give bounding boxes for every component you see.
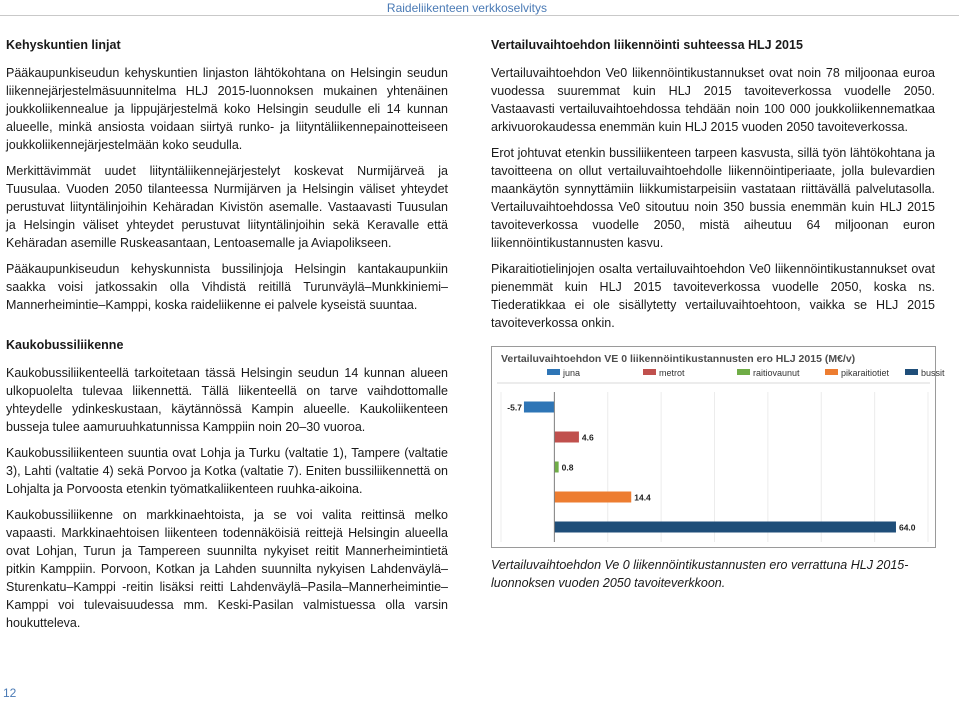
section-title-kaukobussiliikenne: Kaukobussiliikenne (6, 338, 124, 352)
paragraph: Pikaraitiotielinjojen osalta vertailuvaihtoehdon Ve0 liikennöintikustannukset ovat pienemmät kuin HLJ 2015 tavoiteverkossa vuodelle 2050, koska ns. Tiederatikkaa ei ole sisällytetty vertailuvaihtoehtoon, vaikka se HLJ 2015 tavoiteverkossa onkin. (491, 262, 935, 330)
legend-label-juna: juna (563, 368, 581, 378)
data-label-raitiovaunut: 0.8 (561, 462, 574, 473)
section-title-kehyskuntien-linjat: Kehyskuntien linjat (6, 38, 121, 52)
paragraph: Kaukobussiliikenne on markkinaehtoista, ja se voi valita reittinsä melko vapaasti. Markkinaehtoisen liikenteen todennäköisiä reittejä Helsingin alueella ovat Lohjan, Turun ja Tampereen suunnilta nykyiset reitit Mannerheimintietä pitkin Kamppiin. Porvoon, Kotkan ja Lahden suunnilta nykyisen Lahdenväylä–Sturenkatu–Kamppi -reitin lisäksi reitti Lahdenväylä–Pasila–Mannerheimintie–Kamppi voi tulevaisuudessa mm. Keski-Pasilan valmistuessa olla varsin houkutteleva. (6, 508, 448, 630)
paragraph: Merkittävimmät uudet liityntäliikennejärjestelyt koskevat Nurmijärveä ja Tuusulaa. Vuoden 2050 tilanteessa Nurmijärven ja Helsingin väliset yhteydet perustuvat liityntälinjoihin Kehäradan Kivistön asemalle. Vastaavasti Tuusulan ja Helsingin väliset yhteydet perustuvat liityntälinjoihin sekä Keravalle että Kehäradan asemille Ruskeasantaan, Lentoasemalle ja Aviapolikseen. (6, 164, 448, 250)
legend-swatch-metrot (643, 369, 656, 375)
bar-bussit (554, 522, 896, 533)
legend-label-bussit: bussit (921, 368, 945, 378)
chart-svg (491, 346, 945, 548)
paragraph: Vertailuvaihtoehdon Ve0 liikennöintikustannukset ovat noin 78 miljoonaa euroa vuodessa suuremmat kuin HLJ 2015 tavoiteverkossa vuodelle 2050. Vastaavasti vertailuvaihtoehdossa tehdään noin 100 000 joukkoliikennematkaa arkivuorokaudessa enemmän kuin HLJ 2015 vuoden 2050 tavoiteverkossa. (491, 66, 935, 134)
data-label-pikaraitiotiet: 14.4 (634, 492, 651, 503)
data-label-bussit: 64.0 (898, 522, 916, 533)
bar-metrot (554, 432, 579, 443)
paragraph: Pääkaupunkiseudun kehyskunnista bussilinjoja Helsingin kantakaupunkiin saakka voisi jatkossakin olla Vihdistä reitillä Turunväylä–Munkkiniemi–Mannerheimintie–Kamppi, koska raideliikenne ei palvele kyseistä suuntaa. (6, 262, 448, 312)
page-number: 12 (3, 686, 17, 700)
right-column (491, 36, 945, 592)
paragraph: Erot johtuvat etenkin bussiliikenteen tarpeen kasvusta, sillä työn lähtökohtana ja tavoitteena on ollut vertailuvaihtoehdolle liikennöintiperiaate, jolla bulevardien maankäytön synnyttämiin liikkumistarpeisiin vastataan riittävällä palvelutasolla. Vertailuvaihtoehdossa Ve0 sitoutuu noin 350 bussia enemmän kuin HLJ 2015 tavoiteverkossa vuodelle 2050, mistä aiheutuu 64 miljoonan euron liikennöintikustannusten kasvu. (491, 146, 935, 250)
bar-pikaraitiotiet (554, 492, 631, 503)
data-label-metrot: 4.6 (581, 432, 594, 443)
bar-raitiovaunut (554, 462, 558, 473)
legend-swatch-pikaraitiotiet (825, 369, 838, 375)
legend-swatch-raitiovaunut (737, 369, 750, 375)
paragraph: Pääkaupunkiseudun kehyskuntien linjaston lähtökohtana on Helsingin seudun liikennejärjestelmäsuunnitelma HLJ 2015-luonnoksen mukainen yhtenäinen joukkoliikennealue ja lippujärjestelmä koko Helsingin seudulle eli 14 kunnan alueelle, minkä ansiosta voidaan siirtyä runko- ja liityntäliikennepainotteiseen joukkoliikennejärjestelmään koko seudulla. (6, 66, 448, 152)
legend-label-metrot: metrot (659, 368, 685, 378)
header-title: Raideliikenteen verkkoselvitys (386, 1, 547, 15)
chart-title: Vertailuvaihtoehdon VE 0 liikennöintikustannusten ero HLJ 2015 (M€/v) (501, 353, 856, 365)
paragraph: Kaukobussiliikenteellä tarkoitetaan tässä Helsingin seudun 14 kunnan alueen ulkopuolelta tulevaa liikennettä. Tällä liikenteellä on tarve vaihdottomalle yhteydelle ydinkeskustaan, käytännössä Kampin alueelle. Kaukoliikenteen busseja tulee aamuruuhkatunnissa Kamppiin noin 20–30 vuoroa. (6, 366, 448, 434)
legend-label-raitiovaunut: raitiovaunut (753, 368, 800, 378)
section-title-vertailuvaihtoehto: Vertailuvaihtoehdon liikennöinti suhteessa HLJ 2015 (491, 38, 803, 52)
page-header (0, 0, 959, 20)
legend-swatch-juna (547, 369, 560, 375)
bar-juna (524, 402, 554, 413)
paragraph: Kaukobussiliikenteen suuntia ovat Lohja ja Turku (valtatie 1), Tampere (valtatie 3), Lahti (valtatie 4) sekä Porvoo ja Kotka (valtatie 7). Eniten bussiliikennettä on Lohjalta ja Porvoosta etenkin työmatkaliikenteen ruuhka-aikoina. (6, 446, 448, 496)
chart-caption: Vertailuvaihtoehdon Ve 0 liikennöintikustannusten ero verrattuna HLJ 2015-luonnoksen vuoden 2050 tavoiteverkkoon. (491, 558, 909, 590)
header-divider (0, 15, 959, 16)
data-label-juna: -5.7 (507, 402, 522, 413)
legend-swatch-bussit (905, 369, 918, 375)
legend-label-pikaraitiotiet: pikaraitiotiet (841, 368, 890, 378)
left-column (6, 36, 448, 640)
cost-difference-chart (491, 346, 945, 548)
